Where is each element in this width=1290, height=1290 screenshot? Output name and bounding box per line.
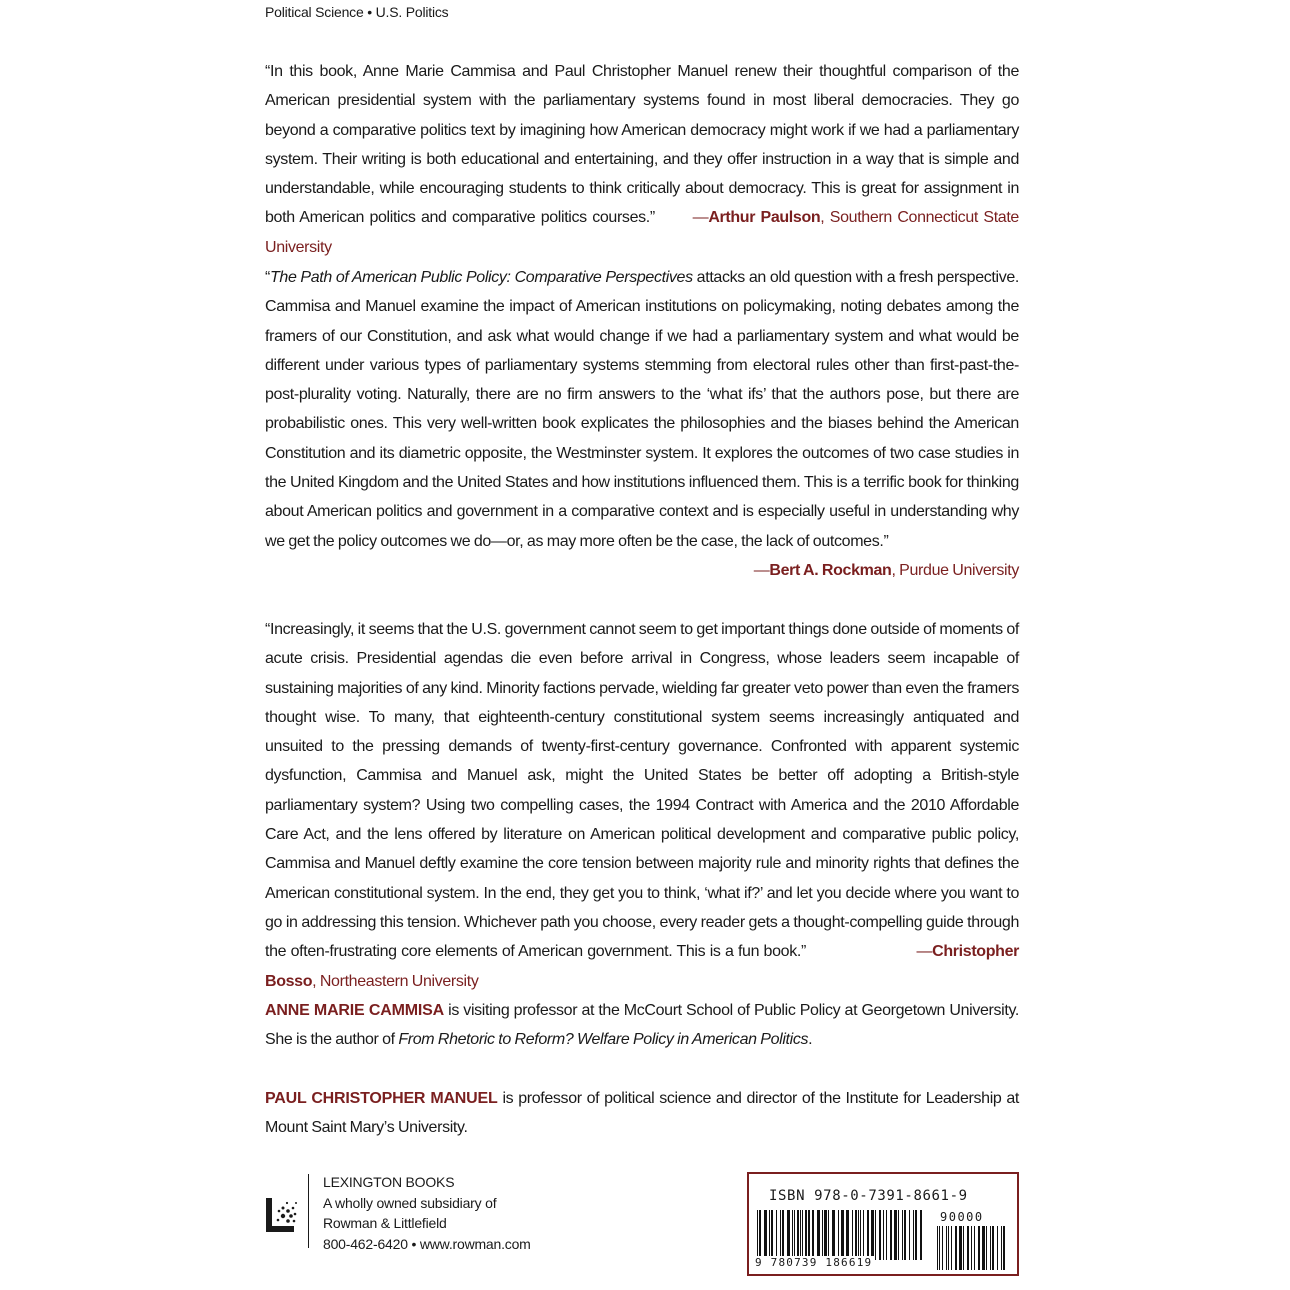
barcode-bar: [764, 1210, 767, 1260]
barcode-bar: [898, 1210, 899, 1260]
publisher-text: [323, 1172, 531, 1254]
barcode-bar: [942, 1226, 943, 1270]
barcode-bar: [915, 1210, 917, 1260]
barcode-bar: [986, 1226, 987, 1270]
barcode-bar: [890, 1210, 892, 1260]
category-line: Political Science • U.S. Politics: [265, 4, 449, 20]
book-title: From Rhetoric to Reform? Welfare Policy in American Politics: [398, 1031, 809, 1049]
barcode-bar: [955, 1226, 957, 1270]
attribution-name: Bert A. Rockman: [769, 561, 892, 579]
barcode-bar: [792, 1210, 793, 1260]
blurb-bosso: [265, 615, 1019, 996]
barcode-bar: [782, 1210, 784, 1260]
bio-text: is visiting professor at the McCourt School of Public Policy at Georgetown University. She is the author of: [265, 1002, 1020, 1049]
barcode-bar: [1003, 1226, 1005, 1270]
publisher-line: A wholly owned subsidiary of: [323, 1194, 497, 1211]
barcode-bar: [828, 1210, 829, 1260]
attribution: —Arthur Paulson, Southern Connecticut State University: [265, 209, 1019, 256]
barcode-bar: [805, 1210, 807, 1260]
barcode-bar: [948, 1226, 949, 1270]
barcode-bar: [871, 1210, 874, 1260]
barcode-bar: [939, 1226, 940, 1270]
barcode-bar: [757, 1210, 758, 1260]
barcode-bar: [769, 1210, 770, 1260]
barcode-bar: [863, 1210, 864, 1260]
barcode-bar: [904, 1210, 906, 1260]
publisher-block: [265, 1172, 565, 1262]
attribution: —Bert A. Rockman, Purdue University: [753, 561, 1019, 579]
barcode-bar: [771, 1210, 773, 1260]
barcode-bar: [776, 1210, 777, 1260]
barcode-bar: [824, 1210, 827, 1260]
barcode-bar: [875, 1210, 876, 1260]
bio-name: PAUL CHRISTOPHER MANUEL: [265, 1090, 498, 1107]
barcode-bar: [963, 1226, 964, 1270]
barcode-bar: [974, 1226, 975, 1270]
barcode-bar: [860, 1210, 861, 1260]
barcode-bar: [951, 1226, 952, 1270]
quote-text: “In this book, Anne Marie Cammisa and Paul Christopher Manuel renew their thoughtful comparison of the American presidential system with the parliamentary systems found in most liberal democracies. They go beyond a comparative politics text by imagining how American democracy might work if we had a parliamentary system. Their writing is both educational and entertaining, and they offer instruction in a way that is simple and understandable, while encouraging students to think critically about democracy. This is great for assignment in both American politics and comparative politics courses.”: [265, 63, 1019, 227]
publisher-name: LEXINGTON BOOKS: [323, 1174, 455, 1190]
barcode-bar: [841, 1210, 844, 1260]
attribution-affiliation: , Northeastern University: [312, 972, 479, 990]
barcode-bar: [992, 1226, 994, 1270]
attribution-affiliation: , Purdue University: [891, 561, 1019, 579]
isbn-label: ISBN 978-0-7391-8661-9: [769, 1188, 968, 1204]
barcode-bar: [883, 1210, 884, 1260]
barcode-bar: [886, 1210, 887, 1260]
barcode-bar: [971, 1226, 972, 1270]
bio-cammisa: ANNE MARIE CAMMISA is visiting professor at the McCourt School of Public Policy at Georgetown University. She is the author of From Rhetoric to Reform? Welfare Policy in American Politics.: [265, 1002, 1020, 1049]
barcode-bar: [780, 1210, 781, 1260]
barcode-bar: [852, 1210, 853, 1260]
blurb-paulson: [265, 57, 1019, 262]
attribution-name: Arthur Paulson: [708, 209, 821, 227]
barcode-bar: [982, 1226, 985, 1270]
publisher-contact: 800-462-6420 • www.rowman.com: [323, 1235, 531, 1252]
publisher-line: Rowman & Littlefield: [323, 1215, 447, 1231]
barcode-bar: [937, 1226, 938, 1270]
publisher-divider: [308, 1174, 309, 1248]
barcode-bar: [832, 1210, 835, 1260]
bio-text: is professor of political science and director of the Institute for Leadership at Mount Saint Mary’s University.: [265, 1090, 1019, 1137]
barcode-bar: [920, 1210, 922, 1260]
barcode-bar: [879, 1210, 881, 1260]
barcode-bar: [812, 1210, 814, 1260]
barcode-bar: [838, 1210, 839, 1260]
lexington-books-logo-icon: [265, 1194, 299, 1234]
book-title: The Path of American Public Policy: Comparative Perspectives: [269, 269, 693, 286]
barcode-bar: [822, 1210, 823, 1260]
attribution: —Christopher Bosso, Northeastern University: [265, 943, 1019, 990]
barcode-digits: 9 780739 186619: [755, 1256, 873, 1269]
barcode-bar: [759, 1210, 761, 1260]
barcode-bar: [902, 1210, 903, 1260]
barcode-bar: [797, 1210, 799, 1260]
barcode-addon-digits: 90000: [940, 1210, 984, 1224]
attribution-name: Christopher Bosso: [265, 943, 1019, 990]
barcode-bar: [858, 1210, 859, 1260]
barcode-bar: [913, 1210, 914, 1260]
bio-name: ANNE MARIE CAMMISA: [265, 1002, 444, 1019]
barcode-bar: [1001, 1226, 1002, 1270]
barcode-bar: [817, 1210, 820, 1260]
barcode-main: [755, 1210, 925, 1260]
barcode-bar: [855, 1210, 857, 1260]
quote-text: attacks an old question with a fresh perspective. Cammisa and Manuel examine the impact of American institutions on policymaking, noting debates among the framers of our Constitution, and ask what would change if we had a parliamentary system and what would be different under various types of parliamentary systems stemming from electoral rules other than first-past-the-post-plurality voting. Naturally, there are no firm answers to the ‘what ifs’ that the authors pose, but there are probabilistic ones. This very well-written book explicates the philosophies and the biases behind the American Constitution and its diametric opposite, the Westminster system. It explores the outcomes of two case studies in the United Kingdom and the United States and how institutions influenced them. This is a terrific book for thinking about American politics and government in a comparative context and is especially useful in understanding why we get the policy outcomes we do—or, as may more often be the case, the lack of outcomes.”: [265, 269, 1019, 550]
barcode-bar: [867, 1210, 869, 1260]
barcode-bar: [802, 1210, 803, 1260]
barcode-bar: [997, 1226, 998, 1270]
barcode-bar: [894, 1210, 897, 1260]
bio-manuel: [265, 1084, 1019, 1143]
barcode-bar: [978, 1226, 980, 1270]
quote-text: “Increasingly, it seems that the U.S. government cannot seem to get important things done outside of moments of acute crisis. Presidential agendas die even before arrival in Congress, whose leaders seem incapable of sustaining majorities of any kind. Minority factions pervade, wielding far greater veto power than even the framers thought wise. To many, that eighteenth-century constitutional system seems increasingly antiquated and unsuited to the pressing demands of twenty-first-century governance. Confronted with apparent systemic dysfunction, Cammisa and Manuel ask, might the United States be better off adopting a British-style parliamentary system? Using two compelling cases, the 1994 Contract with America and the 2010 Affordable Care Act, and the lens offered by literature on American political development and comparative public policy, Cammisa and Manuel deftly examine the core tension between majority rule and minority rights that defines the American constitutional system. In the end, they get you to think, ‘what if?’ and let you decide where you want to go in addressing this tension. Whichever path you choose, every reader gets a thought-compelling guide through the often-frustrating core elements of American government. This is a fun book.”: [265, 621, 1019, 961]
isbn-barcode-box: [747, 1172, 1019, 1276]
barcode-bar: [800, 1210, 801, 1260]
attribution-affiliation: , Southern Connecticut State University: [265, 209, 1019, 256]
barcode-bar: [794, 1210, 795, 1260]
barcode-bar: [959, 1226, 962, 1270]
barcode-bar: [967, 1226, 969, 1270]
barcode-bar: [990, 1226, 991, 1270]
barcode-bar: [846, 1210, 849, 1260]
barcode-bar: [787, 1210, 790, 1260]
barcode-addon: [935, 1226, 1011, 1270]
barcode-bar: [808, 1210, 810, 1260]
barcode-bar: [909, 1210, 910, 1260]
blurb-rockman: “The Path of American Public Policy: Comparative Perspectives attacks an old question with a fresh perspective. Cammisa and Manuel examine the impact of American institutions on policymaking, noting debates among the framers of our Constitution, and ask what would change if we had a parliamentary system and what would be different under various types of parliamentary systems stemming from electoral rules other than first-past-the-post-plurality voting. Naturally, there are no firm answers to the ‘what ifs’ that the authors pose, but there are probabilistic ones. This very well-written book explicates the philosophies and the biases behind the American Constitution and its diametric opposite, the Westminster system. It explores the outcomes of two case studies in the United Kingdom and the United States and how institutions influenced them. This is a terrific book for thinking about American politics and government in a comparative context and is especially useful in understanding why we get the policy outcomes we do—or, as may more often be the case, the lack of outcomes.” —Bert A. Rockman, Purdue University: [265, 263, 1019, 585]
barcode-bar: [946, 1226, 947, 1270]
